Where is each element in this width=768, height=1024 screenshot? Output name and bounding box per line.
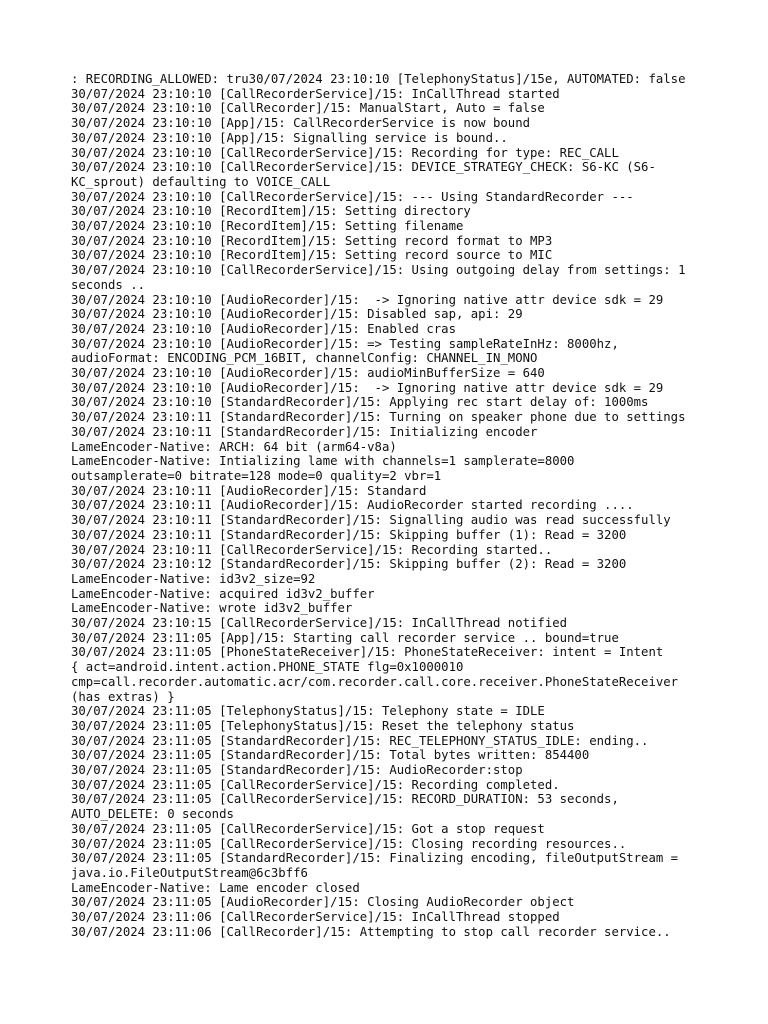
log-line: : RECORDING_ALLOWED: tru30/07/2024 23:10:10 [TelephonyStatus]/15e, AUTOMATED: false: [71, 72, 686, 86]
log-line: 30/07/2024 23:11:05 [PhoneStateReceiver]/15: PhoneStateReceiver: intent = Intent: [71, 645, 664, 660]
log-line: LameEncoder-Native: Intializing lame with channels=1 samplerate=8000: [71, 454, 575, 469]
log-line: { act=android.intent.action.PHONE_STATE flg=0x1000010: [71, 660, 464, 675]
log-line: seconds ..: [71, 277, 146, 292]
log-line: 30/07/2024 23:10:11 [CallRecorderService]/15: Recording started..: [71, 542, 553, 557]
log-line: 30/07/2024 23:10:11 [StandardRecorder]/15: Initializing encoder: [71, 424, 538, 439]
log-line: 30/07/2024 23:11:06 [CallRecorder]/15: Attempting to stop call recorder service..: [71, 924, 671, 939]
log-line: 30/07/2024 23:10:10 [RecordItem]/15: Setting record source to MIC: [71, 248, 553, 263]
log-line: 30/07/2024 23:10:10 [RecordItem]/15: Setting filename: [71, 219, 464, 234]
log-line: 30/07/2024 23:10:10 [AudioRecorder]/15: audioMinBufferSize = 640: [71, 366, 545, 381]
log-line: java.io.FileOutputStream@6c3bff6: [71, 865, 308, 880]
log-line: 30/07/2024 23:11:05 [App]/15: Starting call recorder service .. bound=true: [71, 630, 619, 645]
log-line: 30/07/2024 23:10:10 [CallRecorderService]/15: Recording for type: REC_CALL: [71, 145, 619, 160]
log-line: 30/07/2024 23:11:05 [StandardRecorder]/15: AudioRecorder:stop: [71, 763, 523, 778]
log-line: 30/07/2024 23:10:10 [AudioRecorder]/15: Enabled cras: [71, 321, 456, 336]
log-line: 30/07/2024 23:10:12 [StandardRecorder]/15: Skipping buffer (2): Read = 3200: [71, 557, 627, 572]
log-line: LameEncoder-Native: ARCH: 64 bit (arm64-v8a): [71, 439, 397, 454]
log-line: 30/07/2024 23:10:11 [StandardRecorder]/15: Turning on speaker phone due to settings: [71, 410, 686, 425]
log-line: 30/07/2024 23:10:11 [StandardRecorder]/15: Skipping buffer (1): Read = 3200: [71, 527, 627, 542]
log-line: 30/07/2024 23:10:10 [CallRecorder]/15: ManualStart, Auto = false: [71, 101, 545, 116]
log-line: (has extras) }: [71, 689, 175, 704]
log-line: 30/07/2024 23:10:11 [AudioRecorder]/15: AudioRecorder started recording ....: [71, 498, 634, 513]
log-line: 30/07/2024 23:11:05 [TelephonyStatus]/15: Telephony state = IDLE: [71, 704, 545, 719]
log-line: 30/07/2024 23:10:10 [App]/15: Signalling service is bound..: [71, 130, 508, 145]
log-line: 30/07/2024 23:10:10 [AudioRecorder]/15: => Testing sampleRateInHz: 8000hz,: [71, 336, 619, 351]
log-line: 30/07/2024 23:10:15 [CallRecorderService]/15: InCallThread notified: [71, 616, 568, 631]
log-line: 30/07/2024 23:10:10 [StandardRecorder]/15: Applying rec start delay of: 1000ms: [71, 395, 649, 410]
log-line: 30/07/2024 23:11:06 [CallRecorderService]/15: InCallThread stopped: [71, 910, 560, 925]
log-line: LameEncoder-Native: Lame encoder closed: [71, 880, 360, 895]
log-line: 30/07/2024 23:10:10 [CallRecorderService]/15: Using outgoing delay from settings: 1: [71, 263, 686, 278]
log-line: 30/07/2024 23:10:11 [StandardRecorder]/15: Signalling audio was read successfully: [71, 513, 671, 528]
log-line: 30/07/2024 23:10:10 [CallRecorderService]/15: DEVICE_STRATEGY_CHECK: S6-KC (S6-: [71, 160, 656, 175]
log-text: [71, 72, 711, 939]
log-line: LameEncoder-Native: acquired id3v2_buffer: [71, 586, 375, 601]
log-line: LameEncoder-Native: wrote id3v2_buffer: [71, 601, 353, 616]
log-line: AUTO_DELETE: 0 seconds: [71, 807, 234, 822]
log-line: 30/07/2024 23:11:05 [CallRecorderService]/15: Closing recording resources..: [71, 836, 627, 851]
log-line: 30/07/2024 23:11:05 [CallRecorderService]/15: Got a stop request: [71, 821, 545, 836]
log-line: 30/07/2024 23:11:05 [StandardRecorder]/15: Total bytes written: 854400: [71, 748, 590, 763]
log-line: 30/07/2024 23:11:05 [TelephonyStatus]/15: Reset the telephony status: [71, 718, 575, 733]
log-line: 30/07/2024 23:11:05 [CallRecorderService]/15: RECORD_DURATION: 53 seconds,: [71, 792, 619, 807]
log-line: 30/07/2024 23:11:05 [StandardRecorder]/15: Finalizing encoding, fileOutputStream =: [71, 851, 679, 866]
log-line: cmp=call.recorder.automatic.acr/com.recorder.call.core.receiver.PhoneStateReceiver: [71, 674, 679, 689]
log-line: 30/07/2024 23:10:10 [RecordItem]/15: Setting record format to MP3: [71, 233, 553, 248]
log-line: 30/07/2024 23:11:05 [StandardRecorder]/15: REC_TELEPHONY_STATUS_IDLE: ending..: [71, 733, 649, 748]
log-line: 30/07/2024 23:10:10 [AudioRecorder]/15: -> Ignoring native attr device sdk = 29: [71, 380, 664, 395]
log-line: 30/07/2024 23:10:10 [App]/15: CallRecorderService is now bound: [71, 116, 531, 131]
log-line: KC_sprout) defaulting to VOICE_CALL: [71, 174, 331, 189]
log-line: audioFormat: ENCODING_PCM_16BIT, channelConfig: CHANNEL_IN_MONO: [71, 351, 538, 366]
log-line: 30/07/2024 23:10:11 [AudioRecorder]/15: Standard: [71, 483, 427, 498]
log-line: outsamplerate=0 bitrate=128 mode=0 quality=2 vbr=1: [71, 468, 442, 483]
log-line: 30/07/2024 23:11:05 [AudioRecorder]/15: Closing AudioRecorder object: [71, 895, 575, 910]
log-line: 30/07/2024 23:11:05 [CallRecorderService]/15: Recording completed.: [71, 777, 560, 792]
log-line: 30/07/2024 23:10:10 [CallRecorderService]/15: --- Using StandardRecorder ---: [71, 189, 634, 204]
log-line: 30/07/2024 23:10:10 [AudioRecorder]/15: Disabled sap, api: 29: [71, 307, 523, 322]
log-line: 30/07/2024 23:10:10 [CallRecorderService]/15: InCallThread started: [71, 86, 560, 101]
log-line: LameEncoder-Native: id3v2_size=92: [71, 571, 316, 586]
log-line: 30/07/2024 23:10:10 [AudioRecorder]/15: -> Ignoring native attr device sdk = 29: [71, 292, 664, 307]
log-line: 30/07/2024 23:10:10 [RecordItem]/15: Setting directory: [71, 204, 471, 219]
